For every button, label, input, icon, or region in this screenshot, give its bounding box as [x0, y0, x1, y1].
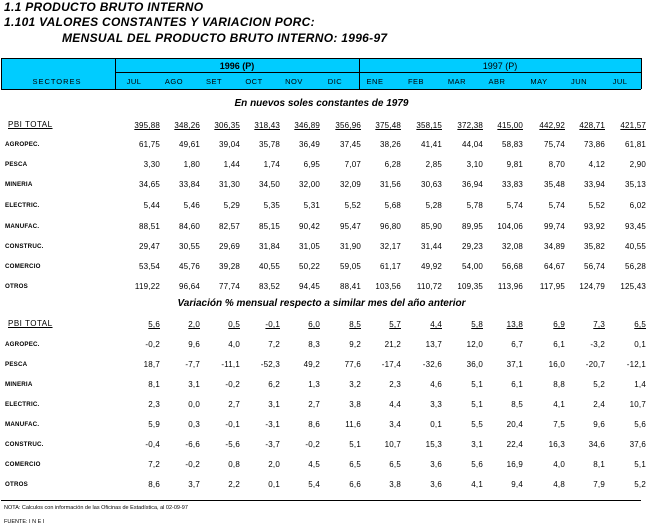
row-label: AGROPEC. [5, 341, 40, 348]
row-label: ELECTRIC. [5, 202, 40, 209]
table-cell: 8,5 [511, 400, 523, 409]
table-cell: 348,26 [174, 121, 200, 130]
table-cell: 56,68 [501, 262, 523, 271]
table-cell: 32,08 [501, 242, 523, 251]
title-line-3: MENSUAL DEL PRODUCTO BRUTO INTERNO: 1996-97 [62, 31, 388, 45]
table-cell: 5,5 [471, 420, 483, 429]
table-cell: 2,0 [188, 320, 200, 329]
table-cell: 32,09 [339, 180, 361, 189]
row-label: PBI TOTAL [8, 319, 53, 328]
table-cell: 82,57 [218, 222, 240, 231]
section2-title: Variación % mensual respecto a similar mes del año anterior [177, 298, 466, 309]
table-cell: 9,6 [593, 420, 605, 429]
table-cell: 41,41 [420, 140, 442, 149]
header-month: JUL [612, 77, 628, 86]
table-cell: 125,43 [620, 282, 646, 291]
table-cell: 2,90 [629, 160, 646, 169]
table-cell: 2,4 [593, 400, 605, 409]
table-cell: -0,2 [225, 380, 240, 389]
table-cell: 18,7 [143, 360, 160, 369]
table-cell: 5,2 [593, 380, 605, 389]
table-cell: 7,3 [593, 320, 605, 329]
table-cell: 10,7 [629, 400, 646, 409]
table-cell: 5,52 [344, 201, 361, 210]
table-cell: 415,00 [497, 121, 523, 130]
table-cell: -0,4 [145, 440, 160, 449]
table-cell: 33,94 [583, 180, 605, 189]
table-cell: 39,04 [218, 140, 240, 149]
table-cell: -0,2 [305, 440, 320, 449]
row-label: AGROPEC. [5, 141, 40, 148]
table-cell: 5,31 [303, 201, 320, 210]
table-cell: 110,72 [416, 282, 442, 291]
table-cell: 29,23 [461, 242, 483, 251]
table-cell: 61,75 [138, 140, 160, 149]
table-cell: 10,7 [384, 440, 401, 449]
table-cell: 8,6 [308, 420, 320, 429]
table-cell: 39,28 [218, 262, 240, 271]
table-cell: 3,7 [188, 480, 200, 489]
footer-divider [1, 500, 641, 501]
table-cell: -3,1 [265, 420, 280, 429]
table-cell: 1,44 [223, 160, 240, 169]
table-cell: 59,05 [339, 262, 361, 271]
row-label: ELECTRIC. [5, 401, 40, 408]
table-cell: 22,4 [506, 440, 523, 449]
table-cell: 56,74 [583, 262, 605, 271]
table-cell: 2,0 [268, 460, 280, 469]
header-year-divider [115, 72, 641, 73]
footer-note: NOTA: Calculos con información de las Oficinas de Estadística, al 02-09-97 [4, 505, 188, 511]
table-cell: 35,82 [583, 242, 605, 251]
table-cell: 395,88 [134, 121, 160, 130]
table-cell: 3,2 [349, 380, 361, 389]
table-cell: 93,92 [583, 222, 605, 231]
row-label: COMERCIO [5, 461, 41, 468]
table-cell: 37,45 [339, 140, 361, 149]
row-label: CONSTRUC. [5, 441, 44, 448]
table-cell: 83,52 [258, 282, 280, 291]
table-cell: 29,69 [218, 242, 240, 251]
table-cell: 33,84 [178, 180, 200, 189]
table-cell: 9,6 [188, 340, 200, 349]
table-cell: 3,6 [430, 460, 442, 469]
table-cell: 5,78 [466, 201, 483, 210]
table-cell: 5,1 [634, 460, 646, 469]
table-cell: 15,3 [425, 440, 442, 449]
table-cell: 5,7 [389, 320, 401, 329]
row-label: MANUFAC. [5, 223, 40, 230]
table-cell: 50,22 [298, 262, 320, 271]
table-cell: 358,15 [416, 121, 442, 130]
table-cell: 29,47 [138, 242, 160, 251]
table-cell: 96,80 [379, 222, 401, 231]
table-cell: -7,7 [185, 360, 200, 369]
table-cell: 4,1 [471, 480, 483, 489]
table-cell: 31,05 [298, 242, 320, 251]
table-cell: 40,55 [258, 262, 280, 271]
table-cell: 6,5 [349, 460, 361, 469]
table-cell: 77,6 [344, 360, 361, 369]
table-cell: 9,81 [506, 160, 523, 169]
table-cell: 16,9 [506, 460, 523, 469]
table-cell: 4,12 [588, 160, 605, 169]
table-cell: 8,70 [548, 160, 565, 169]
table-cell: 2,7 [228, 400, 240, 409]
header-month: MAR [447, 77, 467, 86]
table-cell: 8,8 [553, 380, 565, 389]
table-cell: 7,2 [268, 340, 280, 349]
table-cell: 5,2 [634, 480, 646, 489]
table-cell: 33,83 [501, 180, 523, 189]
table-cell: 61,81 [624, 140, 646, 149]
table-cell: 0,1 [430, 420, 442, 429]
header-month: FEB [407, 77, 425, 86]
table-cell: 89,95 [461, 222, 483, 231]
table-cell: 3,3 [430, 400, 442, 409]
table-cell: 44,04 [461, 140, 483, 149]
header-month: JUN [570, 77, 588, 86]
header-month: OCT [245, 77, 263, 86]
table-cell: 5,6 [634, 420, 646, 429]
table-cell: 6,5 [389, 460, 401, 469]
table-cell: 32,17 [379, 242, 401, 251]
table-cell: 32,00 [298, 180, 320, 189]
table-cell: 104,06 [497, 222, 523, 231]
row-label: OTROS [5, 283, 29, 290]
header-top-border [1, 58, 641, 59]
table-cell: -6,6 [185, 440, 200, 449]
table-cell: 30,63 [420, 180, 442, 189]
table-cell: 6,7 [511, 340, 523, 349]
table-cell: 35,48 [543, 180, 565, 189]
table-cell: 4,1 [553, 400, 565, 409]
table-cell: 2,7 [308, 400, 320, 409]
header-month: ENE [366, 77, 384, 86]
table-cell: -0,1 [225, 420, 240, 429]
section1-title: En nuevos soles constantes de 1979 [234, 98, 409, 109]
table-cell: 119,22 [134, 282, 160, 291]
table-cell: 75,74 [543, 140, 565, 149]
table-cell: 109,35 [457, 282, 483, 291]
table-cell: 0,1 [634, 340, 646, 349]
table-cell: 37,1 [506, 360, 523, 369]
header-right-border [641, 58, 642, 89]
table-cell: 5,6 [471, 460, 483, 469]
table-cell: 5,4 [308, 480, 320, 489]
table-cell: 95,47 [339, 222, 361, 231]
table-cell: 9,2 [349, 340, 361, 349]
table-cell: 54,00 [461, 262, 483, 271]
table-cell: -5,6 [225, 440, 240, 449]
table-cell: 4,0 [228, 340, 240, 349]
table-cell: 88,51 [138, 222, 160, 231]
table-cell: 421,57 [620, 121, 646, 130]
table-cell: 35,78 [258, 140, 280, 149]
table-cell: 99,74 [543, 222, 565, 231]
table-cell: 84,60 [178, 222, 200, 231]
title-line-1: 1.1 PRODUCTO BRUTO INTERNO [4, 0, 204, 14]
table-cell: 8,6 [148, 480, 160, 489]
table-cell: 318,43 [254, 121, 280, 130]
table-cell: 21,2 [384, 340, 401, 349]
row-label: MINERIA [5, 381, 33, 388]
table-cell: 6,1 [553, 340, 565, 349]
table-cell: 37,6 [629, 440, 646, 449]
header-year-1996: 1996 (P) [219, 61, 255, 71]
table-cell: 1,4 [634, 380, 646, 389]
table-cell: 5,28 [425, 201, 442, 210]
table-cell: 30,55 [178, 242, 200, 251]
table-cell: -12,1 [626, 360, 646, 369]
table-cell: 6,28 [384, 160, 401, 169]
row-label: COMERCIO [5, 263, 41, 270]
table-cell: 36,0 [466, 360, 483, 369]
table-cell: 4,8 [553, 480, 565, 489]
table-cell: 53,54 [138, 262, 160, 271]
header-month: MAY [530, 77, 548, 86]
table-cell: 4,0 [553, 460, 565, 469]
header-sectores: SECTORES [32, 77, 82, 86]
header-bottom-border [1, 89, 641, 90]
table-cell: 8,1 [593, 460, 605, 469]
table-cell: 96,64 [178, 282, 200, 291]
table-cell: 7,2 [148, 460, 160, 469]
table-cell: 6,95 [303, 160, 320, 169]
table-cell: 88,41 [339, 282, 361, 291]
row-label: OTROS [5, 481, 29, 488]
table-cell: 2,3 [148, 400, 160, 409]
table-cell: 4,6 [430, 380, 442, 389]
table-cell: 3,1 [471, 440, 483, 449]
header-month: JUL [126, 77, 142, 86]
table-cell: 64,67 [543, 262, 565, 271]
table-cell: 5,1 [349, 440, 361, 449]
table-cell: -0,1 [265, 320, 280, 329]
table-cell: 45,76 [178, 262, 200, 271]
table-cell: 0,5 [228, 320, 240, 329]
table-cell: 16,3 [548, 440, 565, 449]
table-cell: 306,35 [214, 121, 240, 130]
table-cell: 90,42 [298, 222, 320, 231]
row-label: MINERIA [5, 181, 33, 188]
table-cell: 56,28 [624, 262, 646, 271]
table-cell: 4,5 [308, 460, 320, 469]
table-cell: 49,2 [303, 360, 320, 369]
table-cell: 49,92 [420, 262, 442, 271]
table-cell: 20,4 [506, 420, 523, 429]
table-cell: 31,90 [339, 242, 361, 251]
table-cell: 124,79 [579, 282, 605, 291]
table-cell: 113,96 [497, 282, 523, 291]
table-cell: 61,17 [379, 262, 401, 271]
table-cell: 5,1 [471, 400, 483, 409]
table-cell: 85,15 [258, 222, 280, 231]
table-cell: 34,50 [258, 180, 280, 189]
table-cell: 5,8 [471, 320, 483, 329]
table-cell: 6,1 [511, 380, 523, 389]
table-cell: 34,89 [543, 242, 565, 251]
table-cell: 6,2 [268, 380, 280, 389]
table-cell: 93,45 [624, 222, 646, 231]
table-cell: -32,6 [422, 360, 442, 369]
table-cell: 8,3 [308, 340, 320, 349]
table-cell: 7,07 [344, 160, 361, 169]
table-cell: 3,10 [466, 160, 483, 169]
table-cell: 8,1 [148, 380, 160, 389]
table-cell: 117,95 [539, 282, 565, 291]
table-cell: 85,90 [420, 222, 442, 231]
table-cell: 31,44 [420, 242, 442, 251]
table-cell: 7,9 [593, 480, 605, 489]
table-cell: 0,1 [268, 480, 280, 489]
table-cell: 36,94 [461, 180, 483, 189]
table-cell: 3,8 [349, 400, 361, 409]
table-cell: 49,61 [178, 140, 200, 149]
table-cell: 6,6 [349, 480, 361, 489]
table-cell: 3,1 [188, 380, 200, 389]
table-cell: 5,1 [471, 380, 483, 389]
table-cell: 5,52 [588, 201, 605, 210]
table-cell: 12,0 [466, 340, 483, 349]
table-cell: 372,38 [457, 121, 483, 130]
table-cell: 9,4 [511, 480, 523, 489]
header-month: AGO [164, 77, 184, 86]
table-cell: 442,92 [539, 121, 565, 130]
table-cell: 0,8 [228, 460, 240, 469]
row-label: PESCA [5, 161, 28, 168]
table-cell: 5,74 [506, 201, 523, 210]
table-cell: 356,96 [335, 121, 361, 130]
table-cell: 31,30 [218, 180, 240, 189]
table-cell: 13,7 [425, 340, 442, 349]
table-cell: 428,71 [579, 121, 605, 130]
footer-source: FUENTE: I N E I [4, 519, 45, 525]
table-cell: 34,65 [138, 180, 160, 189]
table-cell: 5,44 [143, 201, 160, 210]
table-cell: 0,3 [188, 420, 200, 429]
table-cell: -0,2 [145, 340, 160, 349]
table-cell: 103,56 [375, 282, 401, 291]
table-cell: 5,46 [183, 201, 200, 210]
header-month: DIC [327, 77, 343, 86]
table-cell: 3,30 [143, 160, 160, 169]
table-cell: 1,3 [308, 380, 320, 389]
table-cell: 1,80 [183, 160, 200, 169]
table-cell: 375,48 [375, 121, 401, 130]
table-cell: 13,8 [506, 320, 523, 329]
table-cell: 40,55 [624, 242, 646, 251]
table-cell: 6,0 [308, 320, 320, 329]
table-cell: 36,49 [298, 140, 320, 149]
table-cell: -17,4 [381, 360, 401, 369]
table-cell: 6,9 [553, 320, 565, 329]
table-cell: 34,6 [588, 440, 605, 449]
table-cell: 11,6 [345, 420, 361, 429]
table-cell: 58,83 [501, 140, 523, 149]
table-cell: 1,74 [263, 160, 280, 169]
row-label: MANUFAC. [5, 421, 40, 428]
table-cell: 3,1 [268, 400, 280, 409]
table-cell: 5,35 [263, 201, 280, 210]
table-cell: 6,02 [629, 201, 646, 210]
table-cell: 3,8 [389, 480, 401, 489]
header-year-1997: 1997 (P) [482, 61, 518, 71]
table-cell: -20,7 [585, 360, 605, 369]
table-cell: 3,6 [430, 480, 442, 489]
table-cell: 2,85 [425, 160, 442, 169]
table-cell: 6,5 [634, 320, 646, 329]
row-label: PESCA [5, 361, 28, 368]
table-cell: -0,2 [185, 460, 200, 469]
table-cell: 16,0 [548, 360, 565, 369]
header-month: ABR [488, 77, 506, 86]
header-month: SET [205, 77, 223, 86]
table-cell: 38,26 [379, 140, 401, 149]
table-cell: 5,9 [148, 420, 160, 429]
table-cell: 8,5 [349, 320, 361, 329]
table-cell: -3,2 [590, 340, 605, 349]
table-cell: 5,29 [223, 201, 240, 210]
table-cell: 2,2 [228, 480, 240, 489]
table-cell: 5,74 [548, 201, 565, 210]
table-cell: 5,68 [384, 201, 401, 210]
table-cell: 31,56 [379, 180, 401, 189]
table-cell: -3,7 [265, 440, 280, 449]
table-cell: 31,84 [258, 242, 280, 251]
table-cell: 7,5 [553, 420, 565, 429]
table-cell: 4,4 [389, 400, 401, 409]
table-cell: 77,74 [218, 282, 240, 291]
table-cell: 35,13 [624, 180, 646, 189]
table-cell: 4,4 [430, 320, 442, 329]
row-label: PBI TOTAL [8, 120, 53, 129]
table-cell: 0,0 [188, 400, 200, 409]
table-cell: 73,86 [583, 140, 605, 149]
row-label: CONSTRUC. [5, 243, 44, 250]
table-cell: -11,1 [221, 360, 240, 369]
table-cell: 3,4 [389, 420, 401, 429]
table-cell: 346,89 [294, 121, 320, 130]
title-line-2: 1.101 VALORES CONSTANTES Y VARIACION PORC: [4, 15, 315, 29]
table-cell: -52,3 [260, 360, 280, 369]
table-cell: 2,3 [389, 380, 401, 389]
table-cell: 94,45 [298, 282, 320, 291]
table-cell: 5,6 [148, 320, 160, 329]
header-month: NOV [285, 77, 303, 86]
